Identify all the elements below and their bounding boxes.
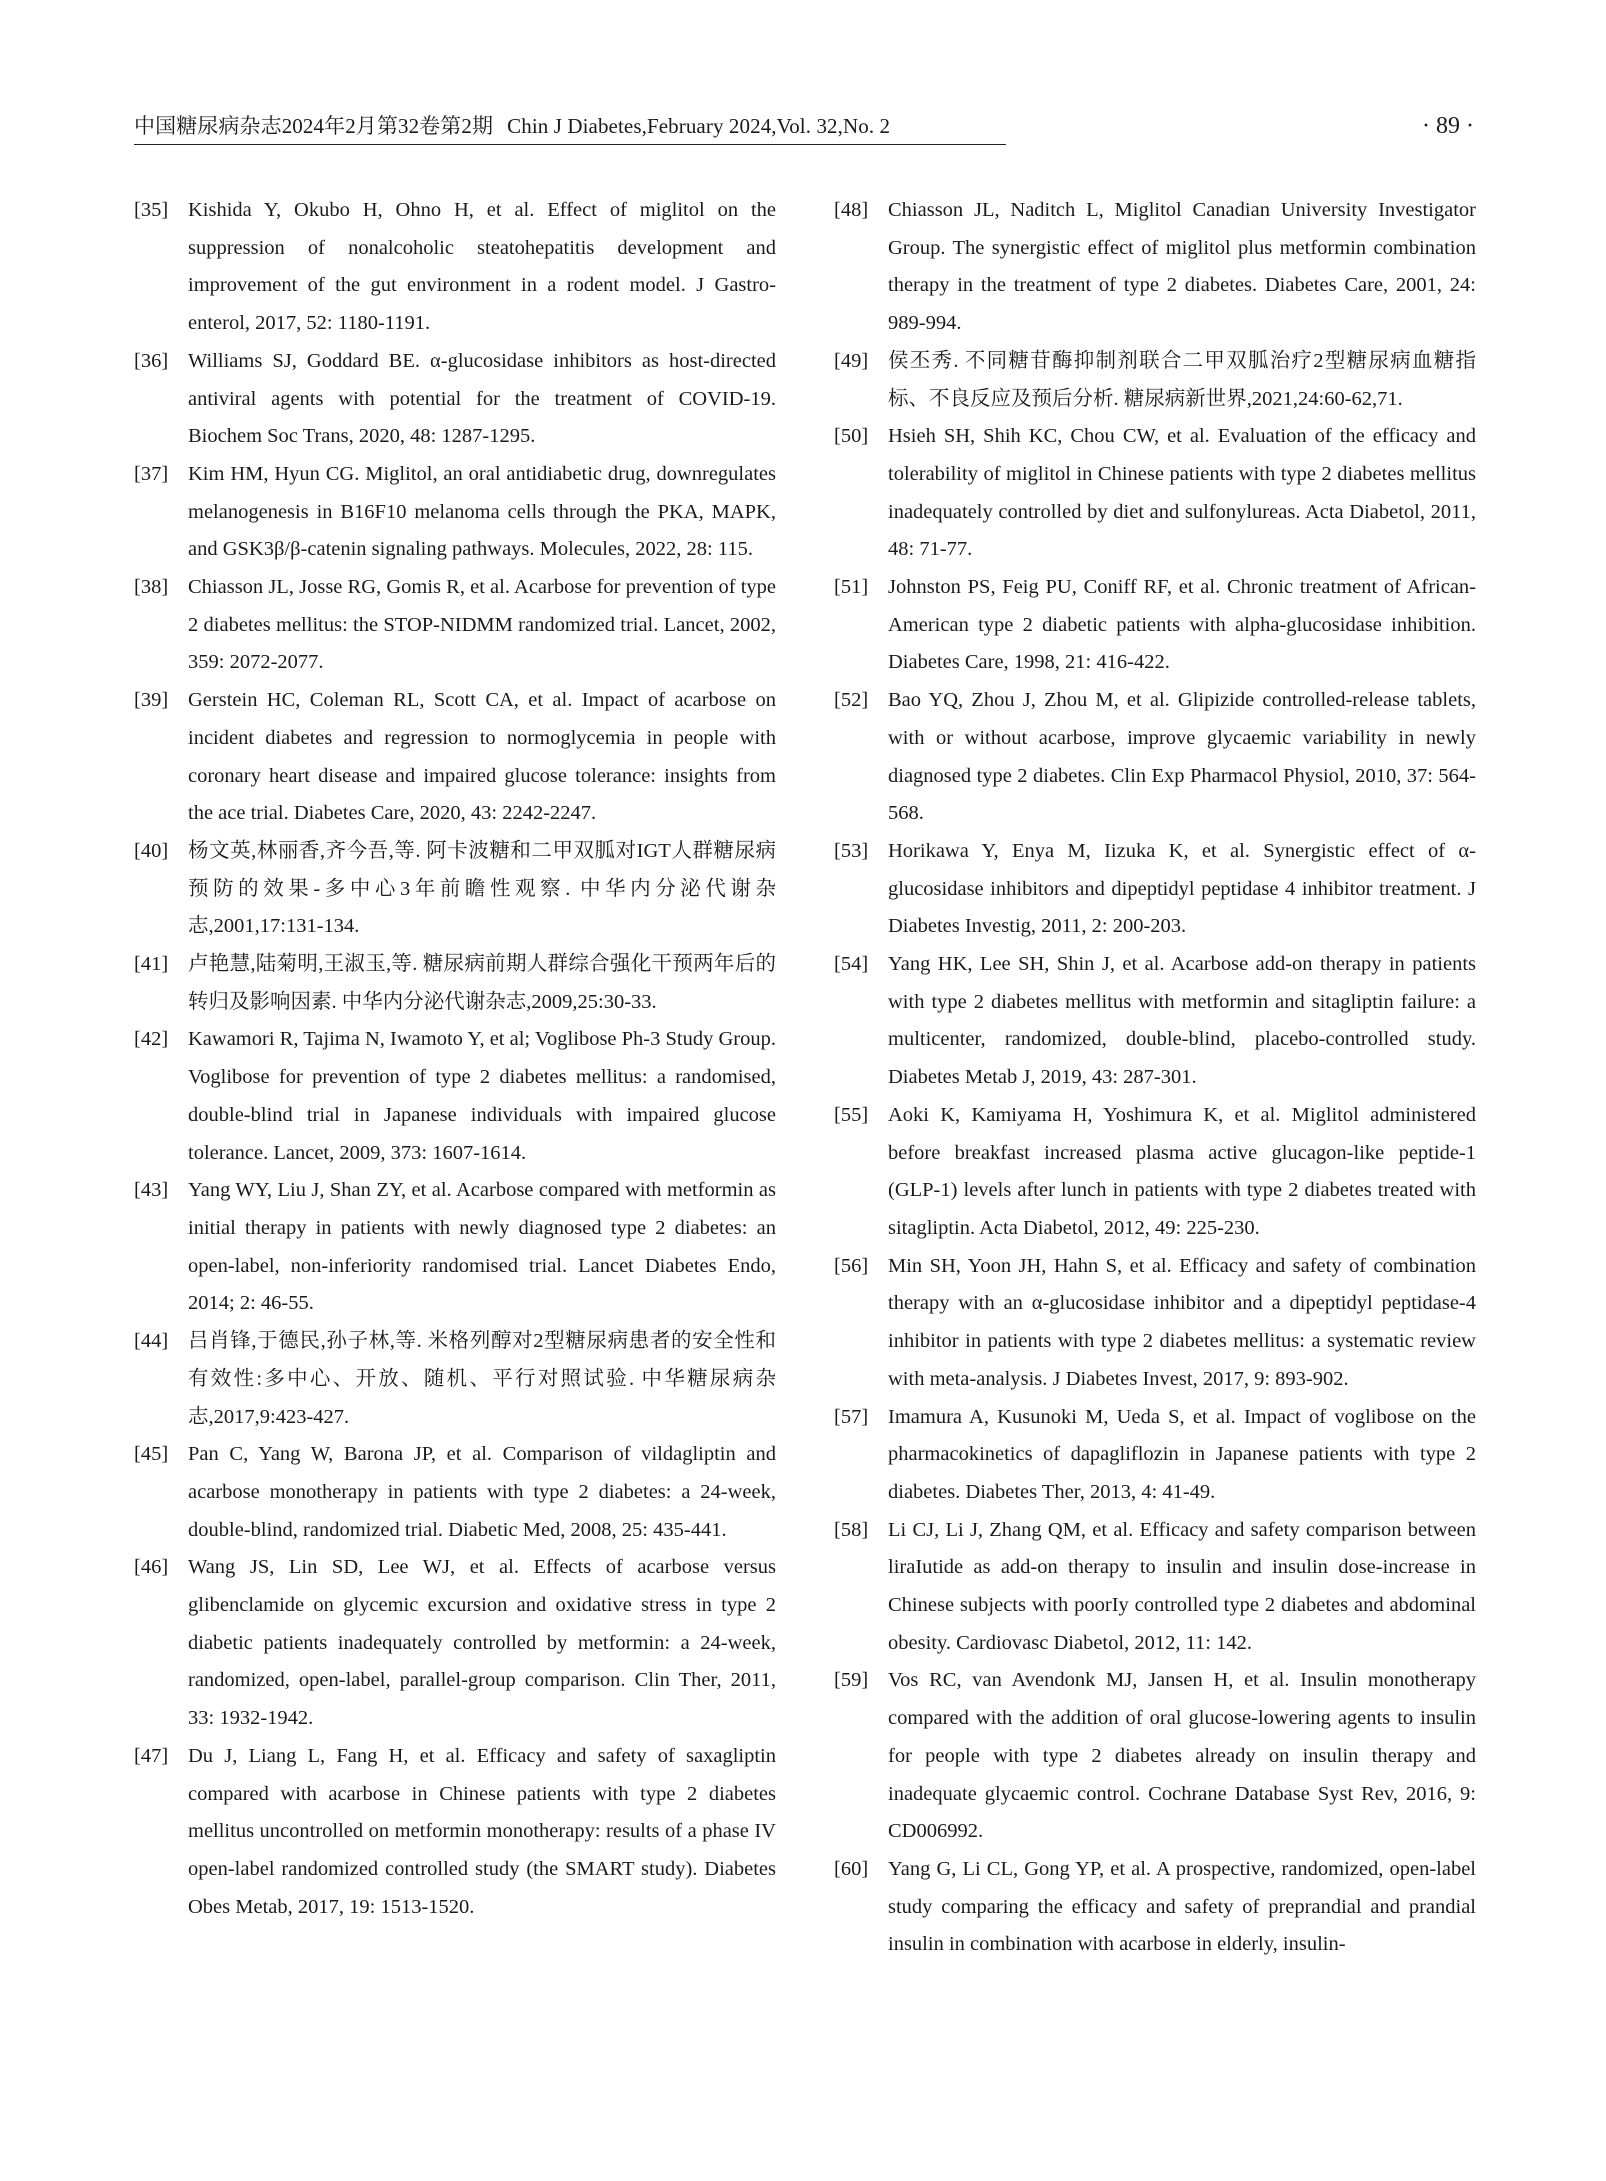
reference-item [134,569,776,682]
running-header [134,108,1474,144]
reference-text: Yang HK, Lee SH, Shin J, et al. Acarbose add-on therapy in patients with type 2 diabetes mellitus with metformin and sitagliptin failure: a multicenter, randomized, double-blind, placebo-controlled study. Diabetes Metab J, 2019, 43: 287-301. [888,953,1476,1089]
reference-number: [54] [834,953,869,976]
reference-item [134,456,776,569]
reference-number: [38] [134,576,169,599]
reference-number: [42] [134,1028,169,1051]
journal-title-cn: 中国糖尿病杂志2024年2月第32卷第2期 [134,114,494,138]
header-underline [134,144,1006,145]
reference-text: Gerstein HC, Coleman RL, Scott CA, et al. Impact of acarbose on incident diabetes and regression to normoglycemia in people with coronary heart disease and impaired glucose tolerance: insights from the ace trial. Diabetes Care, 2020, 43: 2242-2247. [188,689,776,825]
reference-number: [58] [834,1518,869,1541]
reference-text: Kim HM, Hyun CG. Miglitol, an oral antidiabetic drug, downregulates melanogenesis in B16F10 melanoma cells through the PKA, MAPK, and GSK3β/β-catenin signaling pathways. Molecules, 2022, 28: 115. [188,462,776,561]
reference-item [134,1323,776,1436]
reference-column-right [834,192,1476,1964]
journal-citation [134,108,890,144]
reference-number: [36] [134,349,169,372]
reference-item [134,946,776,1021]
reference-text: Aoki K, Kamiyama H, Yoshimura K, et al. Miglitol administered before breakfast increased plasma active glucagon-like peptide-1 (GLP-1) levels after lunch in patients with type 2 diabetes treated with sitagliptin. Acta Diabetol, 2012, 49: 225-230. [888,1103,1476,1239]
reference-number: [59] [834,1669,869,1692]
reference-item [134,833,776,946]
reference-number: [40] [134,839,169,862]
reference-number: [53] [834,839,869,862]
reference-number: [50] [834,425,869,448]
reference-item [134,1172,776,1323]
reference-text: Bao YQ, Zhou J, Zhou M, et al. Glipizide controlled-release tablets, with or without acarbose, improve glycaemic variability in newly diagnosed type 2 diabetes. Clin Exp Pharmacol Physiol, 2010, 37: 564-568. [888,689,1476,825]
reference-item [834,569,1476,682]
reference-text: 卢艳慧,陆菊明,王淑玉,等. 糖尿病前期人群综合强化干预两年后的转归及影响因素. 中华内分泌代谢杂志,2009,25:30-33. [188,953,776,1013]
reference-number: [46] [134,1556,169,1579]
reference-column-left [134,192,776,1926]
reference-item [134,1738,776,1927]
reference-number: [57] [834,1405,869,1428]
reference-text: Williams SJ, Goddard BE. α-glucosidase inhibitors as host-directed antiviral agents with potential for the treatment of COVID-19. Biochem Soc Trans, 2020, 48: 1287-1295. [188,349,776,448]
reference-item [834,192,1476,343]
reference-number: [56] [834,1254,869,1277]
reference-item [834,946,1476,1097]
reference-number: [51] [834,576,869,599]
reference-number: [49] [834,349,869,372]
reference-number: [48] [834,199,869,221]
reference-number: [44] [134,1330,169,1353]
reference-text: Yang G, Li CL, Gong YP, et al. A prospective, randomized, open-label study comparing the efficacy and safety of preprandial and prandial insulin in combination with acarbose in elderly, insulin- [888,1857,1476,1956]
reference-text: Chiasson JL, Josse RG, Gomis R, et al. Acarbose for prevention of type 2 diabetes mellitus: the STOP-NIDMM randomized trial. Lancet, 2002, 359: 2072-2077. [188,576,776,674]
reference-text: Horikawa Y, Enya M, Iizuka K, et al. Synergistic effect of α-glucosidase inhibitors and dipeptidyl peptidase 4 inhibitor treatment. J Diabetes Investig, 2011, 2: 200-203. [888,839,1476,938]
page-number: · 89 · [1422,113,1474,139]
reference-number: [45] [134,1443,169,1466]
reference-text: Min SH, Yoon JH, Hahn S, et al. Efficacy and safety of combination therapy with an α-glucosidase inhibitor and a dipeptidyl peptidase-4 inhibitor in patients with type 2 diabetes mellitus: a systematic review with meta-analysis. J Diabetes Invest, 2017, 9: 893-902. [888,1254,1476,1390]
reference-item [834,833,1476,946]
reference-number: [43] [134,1179,169,1202]
reference-text: Pan C, Yang W, Barona JP, et al. Comparison of vildagliptin and acarbose monotherapy in patients with type 2 diabetes: a 24-week, double-blind, randomized trial. Diabetic Med, 2008, 25: 435-441. [188,1443,776,1541]
reference-item [134,1549,776,1738]
reference-number: [41] [134,953,169,976]
reference-item [834,1662,1476,1851]
reference-text: Yang WY, Liu J, Shan ZY, et al. Acarbose compared with metformin as initial therapy in patients with newly diagnosed type 2 diabetes: an open-label, non-inferiority randomised trial. Lancet Diabetes Endo, 2014; 2: 46-55. [188,1179,776,1315]
reference-item [834,418,1476,569]
reference-text: Chiasson JL, Naditch L, Miglitol Canadian University Investigator Group. The synergistic effect of miglitol plus metformin combination therapy in the treatment of type 2 diabetes. Diabetes Care, 2001, 24: 989-994. [888,199,1476,335]
reference-text: Du J, Liang L, Fang H, et al. Efficacy and safety of saxagliptin compared with acarbose in Chinese patients with type 2 diabetes mellitus uncontrolled on metformin monotherapy: results of a phase IV open-label randomized controlled study (the SMART study). Diabetes Obes Metab, 2017, 19: 1513-1520. [188,1744,776,1918]
reference-number: [39] [134,689,169,712]
reference-item [134,1021,776,1172]
reference-number: [52] [834,689,869,712]
reference-text: Hsieh SH, Shih KC, Chou CW, et al. Evaluation of the efficacy and tolerability of miglitol in Chinese patients with type 2 diabetes mellitus inadequately controlled by diet and sulfonylureas. Acta Diabetol, 2011, 48: 71-77. [888,425,1476,561]
reference-item [834,682,1476,833]
reference-item [134,1436,776,1549]
reference-number: [37] [134,462,169,485]
reference-item [134,192,776,343]
reference-item [134,682,776,833]
reference-number: [55] [834,1103,869,1126]
reference-text: Vos RC, van Avendonk MJ, Jansen H, et al. Insulin monotherapy compared with the addition of oral glucose-lowering agents to insulin for people with type 2 diabetes already on insulin therapy and inadequate glycaemic control. Cochrane Database Syst Rev, 2016, 9: CD006992. [888,1669,1476,1843]
reference-item [834,1097,1476,1248]
reference-text: 杨文英,林丽香,齐今吾,等. 阿卡波糖和二甲双胍对IGT人群糖尿病预防的效果-多中心3年前瞻性观察. 中华内分泌代谢杂志,2001,17:131-134. [188,839,776,938]
reference-item [834,343,1476,418]
reference-text: 吕肖锋,于德民,孙子林,等. 米格列醇对2型糖尿病患者的安全性和有效性:多中心、开放、随机、平行对照试验. 中华糖尿病杂志,2017,9:423-427. [188,1330,776,1428]
reference-item [134,343,776,456]
journal-title-en: Chin J Diabetes,February 2024,Vol. 32,No. 2 [507,114,891,138]
reference-number: [35] [134,199,169,221]
reference-text: Wang JS, Lin SD, Lee WJ, et al. Effects of acarbose versus glibenclamide on glycemic excursion and oxidative stress in type 2 diabetic patients inadequately controlled by metformin: a 24-week, randomized, open-label, parallel-group comparison. Clin Ther, 2011, 33: 1932-1942. [188,1556,776,1730]
reference-text: 侯丕秀. 不同糖苷酶抑制剂联合二甲双胍治疗2型糖尿病血糖指标、不良反应及预后分析. 糖尿病新世界,2021,24:60-62,71. [888,349,1476,410]
reference-number: [47] [134,1744,169,1767]
reference-text: Kawamori R, Tajima N, Iwamoto Y, et al; Voglibose Ph-3 Study Group. Voglibose for prevention of type 2 diabetes mellitus: a randomised, double-blind trial in Japanese individuals with impaired glucose tolerance. Lancet, 2009, 373: 1607-1614. [188,1028,776,1164]
reference-number: [60] [834,1857,869,1880]
reference-text: Li CJ, Li J, Zhang QM, et al. Efficacy and safety comparison between liraIutide as add-on therapy to insulin and insulin dose-increase in Chinese subjects with poorIy controlled type 2 diabetes and abdominal obesity. Cardiovasc Diabetol, 2012, 11: 142. [888,1518,1476,1654]
reference-text: Kishida Y, Okubo H, Ohno H, et al. Effect of miglitol on the suppression of nonalcoholic steatohepatitis development and improvement of the gut environment in a rodent model. J Gastro-enterol, 2017, 52: 1180-1191. [188,199,776,335]
reference-text: Johnston PS, Feig PU, Coniff RF, et al. Chronic treatment of African-American type 2 diabetic patients with alpha-glucosidase inhibition. Diabetes Care, 1998, 21: 416-422. [888,576,1476,674]
reference-item [834,1399,1476,1512]
reference-item [834,1512,1476,1663]
reference-item [834,1851,1476,1964]
reference-text: Imamura A, Kusunoki M, Ueda S, et al. Impact of voglibose on the pharmacokinetics of dapagliflozin in Japanese patients with type 2 diabetes. Diabetes Ther, 2013, 4: 41-49. [888,1405,1476,1503]
reference-item [834,1248,1476,1399]
